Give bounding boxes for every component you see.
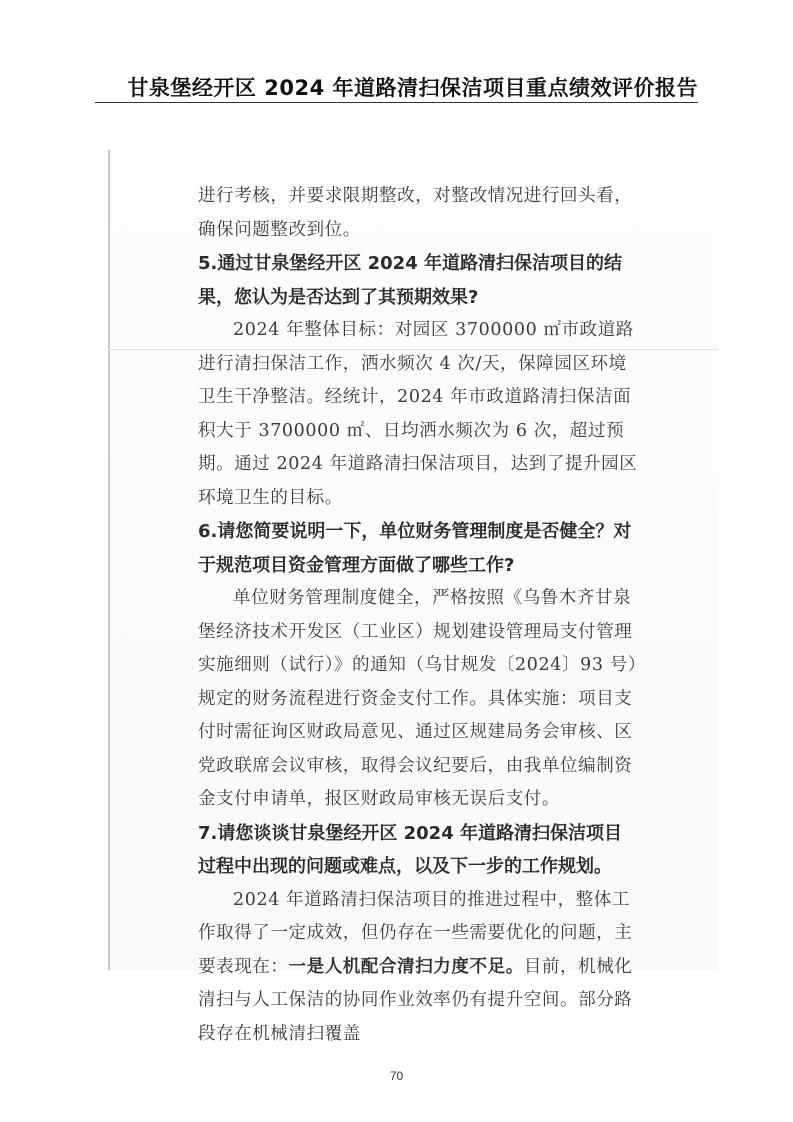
scan-edge: [108, 150, 110, 970]
answer-7: [198, 884, 638, 1052]
page-number: 70: [389, 1069, 404, 1083]
answer-7-intro: 2024 年道路清扫保洁项目的推进过程中，整体工作取得了一定成效，但仍存在一些需要优化的问题，主要表现在：: [198, 889, 633, 977]
answer-5: 2024 年整体目标：对园区 3700000 ㎡市政道路进行清扫保洁工作，洒水频次 4 次/天，保障园区环境卫生干净整洁。经统计，2024 年市政道路清扫保洁面积大于 3700000 ㎡、日均洒水频次为 6 次，超过预期。通过 2024 年道路清扫保洁项目，达到了提升园区环境卫生的目标。: [198, 320, 638, 508]
answer-7-point-1: 一是人机配合清扫力度不足。: [288, 956, 524, 977]
answer-7-continued: 目前，机械化清扫与人工保洁的协同作业效率仍有提升空间。部分路段存在机械清扫覆盖: [198, 956, 633, 1044]
question-5: 5.通过甘泉堡经开区 2024 年道路清扫保洁项目的结果，您认为是否达到了其预期效果?: [198, 253, 622, 308]
question-6: 6.请您简要说明一下，单位财务管理制度是否健全？对于规范项目资金管理方面做了哪些工作?: [198, 521, 632, 576]
header-rule: [95, 102, 698, 103]
paragraph-continuation: 进行考核，并要求限期整改，对整改情况进行回头看，确保问题整改到位。: [198, 186, 633, 240]
report-title: 甘泉堡经开区 2024 年道路清扫保洁项目重点绩效评价报告: [127, 76, 698, 100]
question-7: 7.请您谈谈甘泉堡经开区 2024 年道路清扫保洁项目过程中出现的问题或难点，以及下一步的工作规划。: [198, 822, 622, 877]
answer-6: 单位财务管理制度健全，严格按照《乌鲁木齐甘泉堡经济技术开发区（工业区）规划建设管理局支付管理实施细则（试行）》的通知（乌甘规发〔2024〕93 号）规定的财务流程进行资金支付工作。具体实施：项目支付时需征询区财政局意见、通过区规建局务会审核、区党政联席会议审核，取得会议纪要后，由我单位编制资金支付申请单，报区财政局审核无误后支付。: [198, 588, 638, 809]
interview-content: [198, 180, 638, 1051]
